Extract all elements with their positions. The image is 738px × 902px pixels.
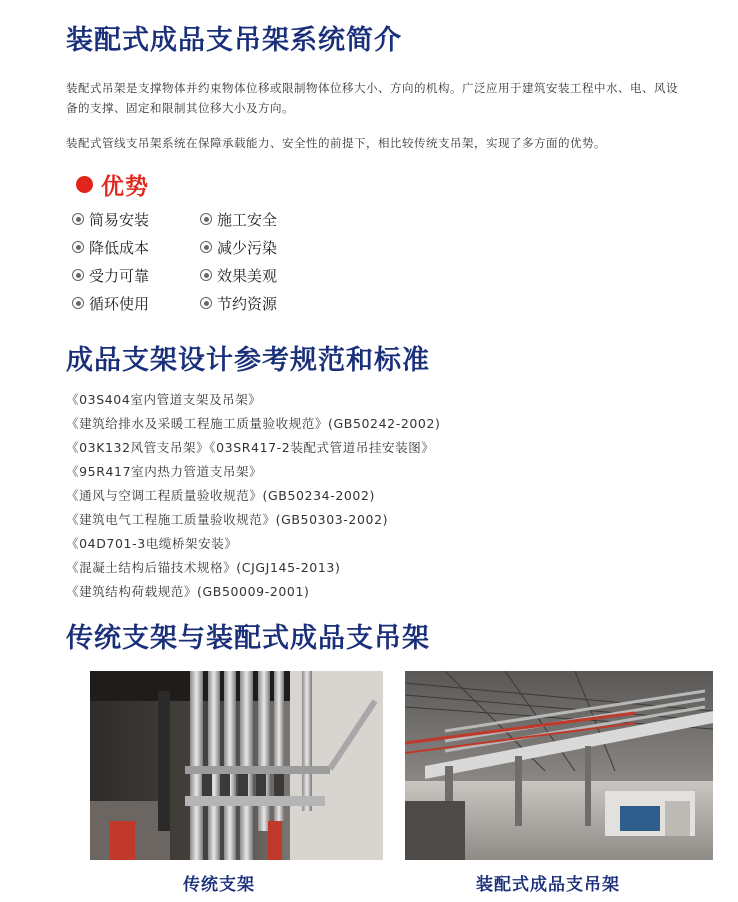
traditional-support-caption: 传统支架: [183, 875, 255, 895]
red-dot-icon: [76, 176, 93, 193]
advantage-item: [200, 236, 328, 258]
assembled-support-caption: 装配式成品支吊架: [476, 875, 620, 895]
circle-bullet-icon: [72, 241, 84, 253]
standard-item: 《95R417室内热力管道支吊架》: [66, 464, 263, 479]
intro-paragraph-2: 装配式管线支吊架系统在保障承载能力、安全性的前提下，相比较传统支吊架，实现了多方面的优势。: [66, 136, 606, 150]
standard-item: 《建筑结构荷载规范》(GB50009-2001): [66, 584, 310, 599]
advantage-label: 减少污染: [217, 238, 278, 257]
comparison-title: 传统支架与装配式成品支吊架: [66, 623, 430, 654]
circle-bullet-icon: [72, 213, 84, 225]
circle-bullet-icon: [200, 269, 212, 281]
advantage-item: [72, 208, 200, 230]
advantages-grid: [72, 208, 332, 314]
advantage-item: [200, 208, 328, 230]
advantages-heading: [76, 168, 149, 201]
traditional-support-photo: [90, 671, 383, 860]
advantage-label: 降低成本: [89, 238, 150, 257]
assembled-support-illustration: [405, 671, 713, 860]
intro-paragraph-1: 装配式吊架是支撑物体并约束物体位移或限制物体位移大小、方向的机构。广泛应用于建筑安装工程中水、电、风设备的支撑、固定和限制其位移大小及方向。: [66, 81, 678, 115]
advantage-label: 循环使用: [89, 294, 150, 313]
circle-bullet-icon: [200, 241, 212, 253]
advantage-item: [200, 292, 328, 314]
assembled-support-photo: [405, 671, 713, 860]
advantage-label: 施工安全: [217, 210, 278, 229]
standard-item: 《建筑给排水及采暖工程施工质量验收规范》(GB50242-2002): [66, 416, 441, 431]
standards-list: [66, 388, 441, 604]
standards-title: 成品支架设计参考规范和标准: [66, 345, 430, 376]
advantage-label: 受力可靠: [89, 266, 150, 285]
advantage-label: 效果美观: [217, 266, 278, 285]
advantage-label: 节约资源: [217, 294, 278, 313]
circle-bullet-icon: [72, 269, 84, 281]
traditional-support-illustration: [90, 671, 383, 860]
circle-bullet-icon: [72, 297, 84, 309]
advantage-item: [200, 264, 328, 286]
advantage-label: 简易安装: [89, 210, 150, 229]
standard-item: 《03K132风管支吊架》《03SR417-2装配式管道吊挂安装图》: [66, 440, 435, 455]
advantage-item: [72, 292, 200, 314]
standard-item: 《混凝土结构后锚技术规格》(CJGJ145-2013): [66, 560, 341, 575]
advantage-item: [72, 236, 200, 258]
circle-bullet-icon: [200, 213, 212, 225]
circle-bullet-icon: [200, 297, 212, 309]
standard-item: 《03S404室内管道支架及吊架》: [66, 392, 262, 407]
intro-title: 装配式成品支吊架系统简介: [66, 25, 402, 56]
standard-item: 《通风与空调工程质量验收规范》(GB50234-2002): [66, 488, 376, 503]
standard-item: 《04D701-3电缆桥架安装》: [66, 536, 238, 551]
advantage-item: [72, 264, 200, 286]
standard-item: 《建筑电气工程施工质量验收规范》(GB50303-2002): [66, 512, 389, 527]
advantages-title: 优势: [101, 174, 149, 200]
